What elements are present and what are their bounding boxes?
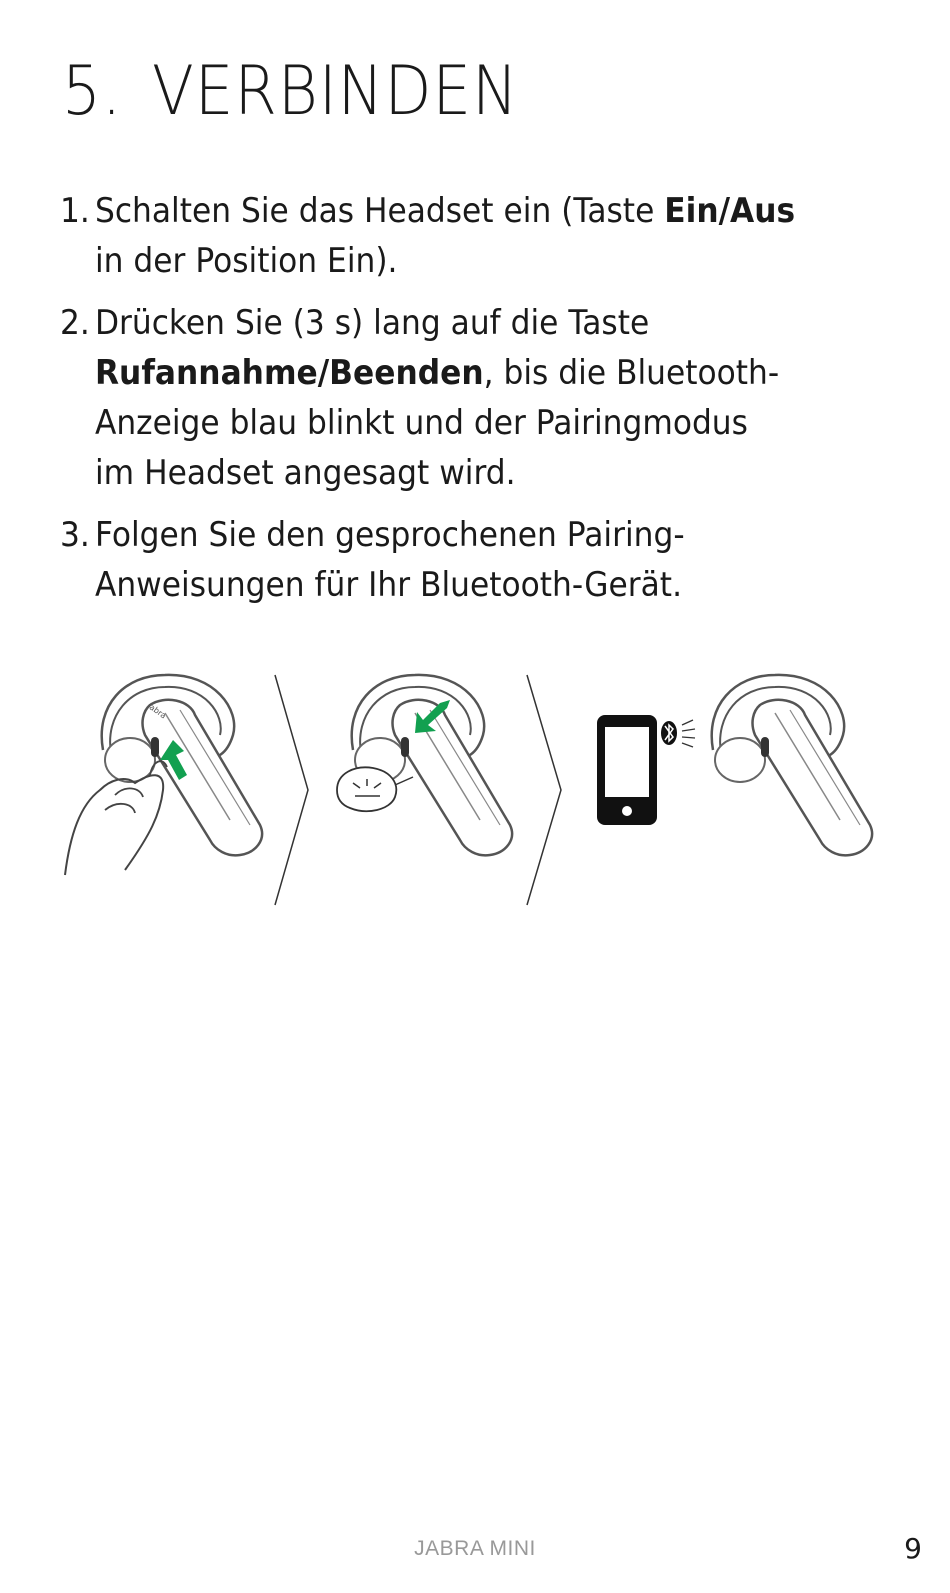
headset-icon (352, 675, 512, 855)
step-divider (275, 675, 308, 905)
step-number: 3. (60, 515, 90, 555)
step-number: 2. (60, 303, 90, 343)
list-item (60, 510, 796, 610)
step-text (95, 510, 796, 610)
step-key-label: Rufannahme/Beenden (94, 353, 484, 393)
brand-label: Jabra (145, 701, 168, 721)
step-text-part: Folgen Sie den gesprochenen Pairing-Anweisungen für Ihr Bluetooth-Gerät. (94, 515, 685, 605)
step-key-label: Ein/Aus (664, 191, 796, 231)
headset-icon (712, 675, 872, 855)
step-text-part: in der Position Ein). (94, 241, 398, 281)
section-number: 5. (62, 52, 123, 131)
list-item (60, 298, 796, 498)
footer-product: JABRA MINI (414, 1537, 536, 1560)
step-text-part: , bis die Bluetooth-Anzeige blau blinkt und der Pairingmodus im Headset angesagt wird. (94, 353, 780, 493)
instruction-list (60, 186, 796, 622)
page-number: 9 (904, 1532, 922, 1565)
phone-icon (597, 715, 657, 825)
pairing-illustration (55, 665, 885, 915)
bluetooth-icon (661, 720, 695, 747)
step-text-part: Drücken Sie (3 s) lang auf die Taste (94, 303, 650, 343)
step-text (95, 186, 796, 286)
section-title: VERBINDEN (152, 52, 519, 131)
section-heading (62, 52, 519, 131)
step-divider (527, 675, 561, 905)
step-number: 1. (60, 191, 90, 231)
led-blink-bubble (337, 767, 413, 811)
step-text (95, 298, 796, 498)
headset-icon (102, 675, 262, 855)
step-text-part: Schalten Sie das Headset ein (Taste (94, 191, 665, 231)
list-item (60, 186, 796, 286)
